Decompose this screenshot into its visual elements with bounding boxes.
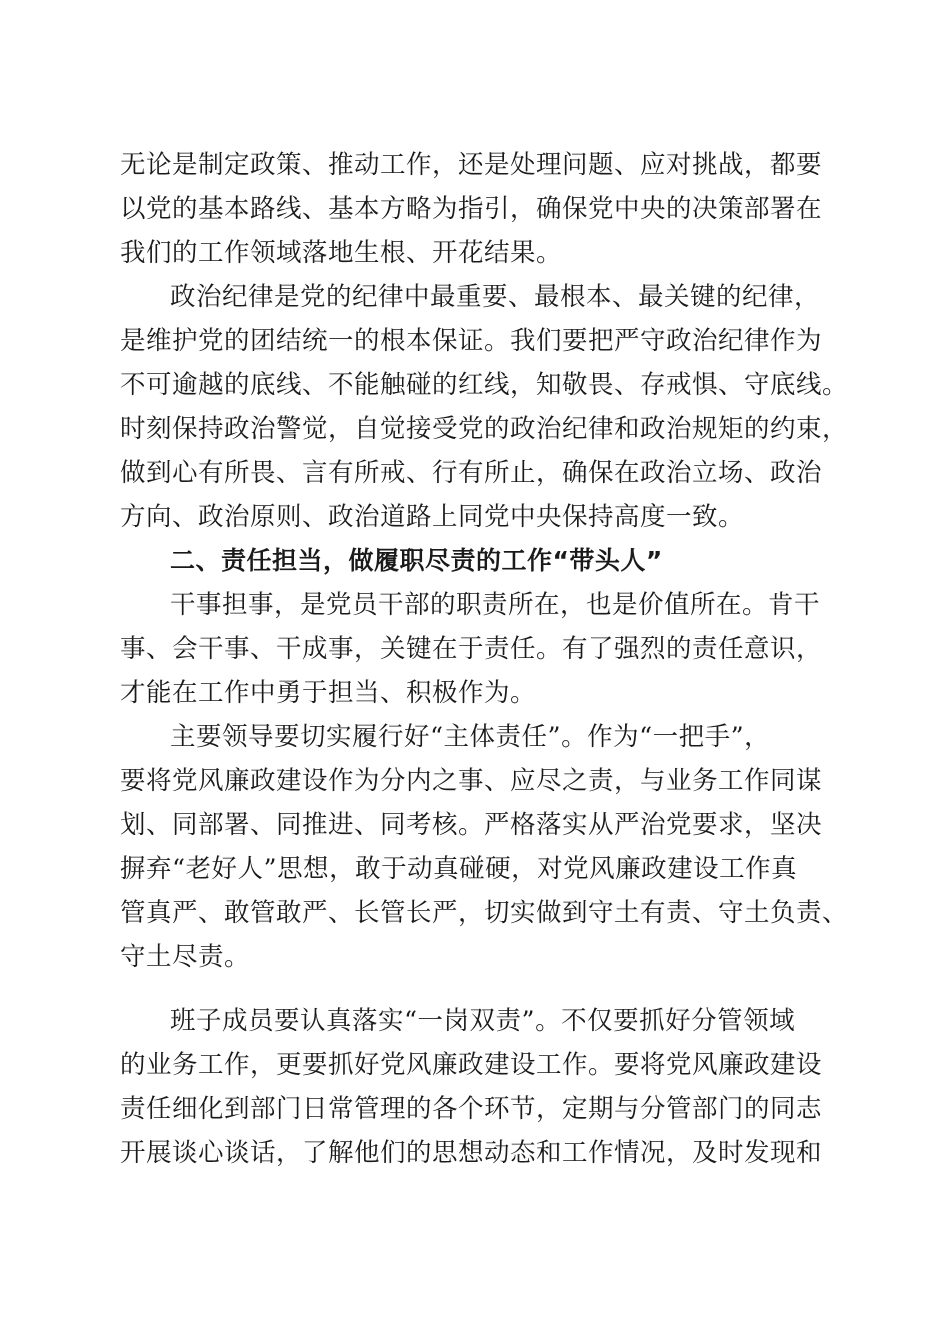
text-line: 守土尽责。	[120, 942, 251, 972]
text-line: 无论是制定政策、推动工作，还是处理问题、应对挑战，都要	[120, 150, 823, 180]
section-heading: 二、责任担当，做履职尽责的工作“带头人”	[170, 546, 663, 575]
text-line: 划、同部署、同推进、同考核。严格落实从严治党要求，坚决	[120, 810, 823, 840]
text-line: 摒弃“老好人”思想，敢于动真碰硬，对党风廉政建设工作真	[120, 854, 798, 884]
paragraph-first-line: 主要领导要切实履行好“主体责任”。作为“一把手”，	[170, 722, 771, 752]
paragraph-first-line: 政治纪律是党的纪律中最重要、最根本、最关键的纪律，	[170, 282, 821, 312]
text-line: 的业务工作，更要抓好党风廉政建设工作。要将党风廉政建设	[120, 1050, 823, 1080]
paragraph-first-line: 班子成员要认真落实“一岗双责”。不仅要抓好分管领域	[170, 1006, 796, 1036]
text-line: 时刻保持政治警觉，自觉接受党的政治纪律和政治规矩的约束，	[120, 414, 849, 444]
text-line: 我们的工作领域落地生根、开花结果。	[120, 238, 563, 268]
text-line: 方向、政治原则、政治道路上同党中央保持高度一致。	[120, 502, 745, 532]
text-line: 以党的基本路线、基本方略为指引，确保党中央的决策部署在	[120, 194, 823, 224]
text-line: 不可逾越的底线、不能触碰的红线，知敬畏、存戒惧、守底线。	[120, 370, 849, 400]
paragraph-first-line: 干事担事，是党员干部的职责所在，也是价值所在。肯干	[170, 590, 821, 620]
text-line: 做到心有所畏、言有所戒、行有所止，确保在政治立场、政治	[120, 458, 823, 488]
text-line: 事、会干事、干成事，关键在于责任。有了强烈的责任意识，	[120, 634, 823, 664]
text-line: 是维护党的团结统一的根本保证。我们要把严守政治纪律作为	[120, 326, 823, 356]
text-line: 要将党风廉政建设作为分内之事、应尽之责，与业务工作同谋	[120, 766, 823, 796]
text-line: 开展谈心谈话，了解他们的思想动态和工作情况，及时发现和	[120, 1138, 823, 1168]
text-line: 才能在工作中勇于担当、积极作为。	[120, 678, 537, 708]
text-line: 责任细化到部门日常管理的各个环节，定期与分管部门的同志	[120, 1094, 823, 1124]
text-line: 管真严、敢管敢严、长管长严，切实做到守土有责、守土负责、	[120, 898, 849, 928]
